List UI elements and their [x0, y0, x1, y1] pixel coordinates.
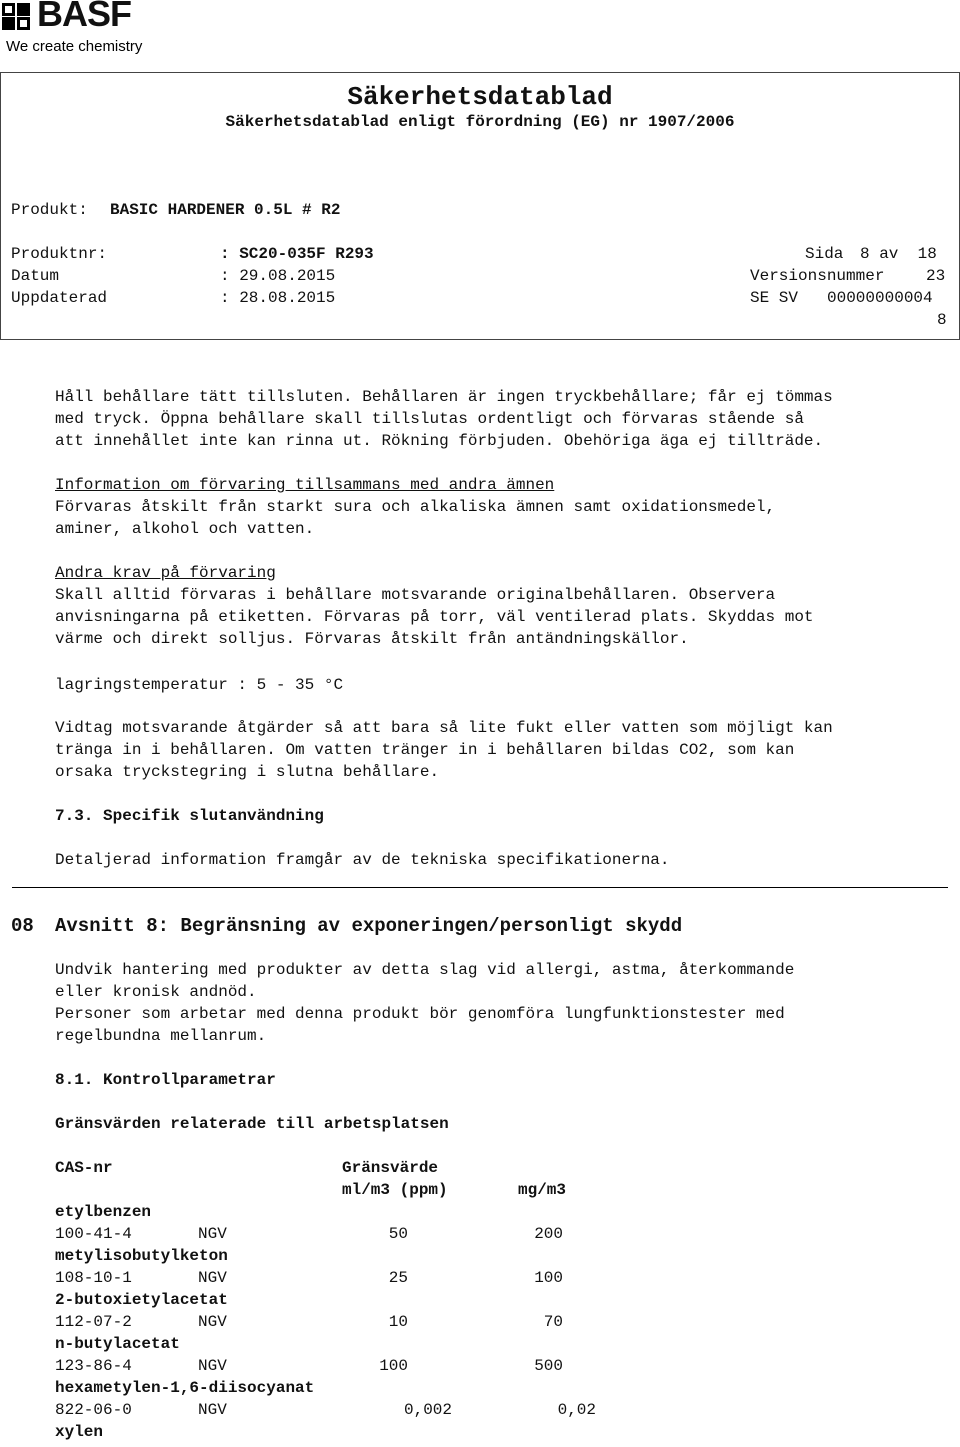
section-number: 08: [11, 915, 34, 937]
limit-type: NGV: [198, 1225, 227, 1243]
storage-heading: Information om förvaring tillsammans med andra ämnen: [55, 476, 555, 494]
ppm-value: 25: [388, 1269, 408, 1287]
limit-type: NGV: [198, 1357, 227, 1375]
column-header-limit: Gränsvärde: [342, 1159, 439, 1177]
logo-brand: BASF: [37, 0, 131, 34]
mg-value: 200: [534, 1225, 563, 1243]
paragraph-line: orsaka tryckstegring i slutna behållare.: [55, 763, 440, 781]
paragraph-line: regelbundna mellanrum.: [55, 1027, 267, 1045]
column-header-ppm: ml/m3 (ppm): [342, 1181, 448, 1199]
page-value: 8 av 18: [860, 245, 937, 263]
product-number-label: Produktnr:: [11, 245, 108, 263]
section-heading: [11, 913, 682, 939]
limit-type: NGV: [198, 1401, 227, 1419]
basf-logo-mark: [2, 3, 30, 16]
ppm-value: 50: [388, 1225, 408, 1243]
paragraph-line: Undvik hantering med produkter av detta slag vid allergi, astma, återkommande: [55, 961, 795, 979]
locale-extra: 8: [937, 311, 947, 329]
paragraph-line: Håll behållare tätt tillsluten. Behållaren är ingen tryckbehållare; får ej tömmas: [55, 388, 833, 406]
substance-name: xylen: [55, 1423, 104, 1441]
substance-name: 2-butoxietylacetat: [55, 1291, 228, 1309]
column-header-mg: mg/m3: [518, 1181, 567, 1199]
mg-value: 500: [534, 1357, 563, 1375]
paragraph-line: tränga in i behållaren. Om vatten tränger in i behållaren bildas CO2, som kan: [55, 741, 795, 759]
basf-logo: [2, 0, 162, 60]
cas-number: 123-86-4: [55, 1357, 132, 1375]
paragraph-line: anvisningarna på etiketten. Förvaras på torr, väl ventilerad plats. Skyddas mot: [55, 608, 814, 626]
ppm-value: 0,002: [403, 1401, 452, 1419]
version-label: Versionsnummer: [750, 267, 885, 285]
limit-type: NGV: [198, 1313, 227, 1331]
paragraph-line: Förvaras åtskilt från starkt sura och alkaliska ämnen samt oxidationsmedel,: [55, 498, 776, 516]
subsection-heading-7-3: 7.3. Specifik slutanvändning: [55, 807, 324, 825]
paragraph-line: Vidtag motsvarande åtgärder så att bara så lite fukt eller vatten som möjligt kan: [55, 719, 833, 737]
paragraph-line: Detaljerad information framgår av de tekniska specifikationerna.: [55, 851, 670, 869]
product-number-value: : SC20-035F R293: [220, 245, 374, 263]
locale-value: 00000000004: [827, 289, 933, 307]
cas-number: 100-41-4: [55, 1225, 132, 1243]
locale-label: SE SV: [750, 289, 799, 307]
limits-heading: Gränsvärden relaterade till arbetsplatsen: [55, 1115, 449, 1133]
cas-number: 112-07-2: [55, 1313, 132, 1331]
storage-temperature: lagringstemperatur : 5 - 35 °C: [55, 676, 344, 694]
mg-value: 100: [534, 1269, 563, 1287]
product-label: Produkt:: [11, 201, 88, 219]
version-value: 23: [926, 267, 946, 285]
mg-value: 0,02: [557, 1401, 596, 1419]
other-storage-heading: Andra krav på förvaring: [55, 564, 276, 582]
logo-square-outline: [17, 17, 30, 30]
paragraph-line: Skall alltid förvaras i behållare motsvarande originalbehållaren. Observera: [55, 586, 776, 604]
paragraph-line: eller kronisk andnöd.: [55, 983, 257, 1001]
cas-number: 822-06-0: [55, 1401, 132, 1419]
subsection-heading-8-1: 8.1. Kontrollparametrar: [55, 1071, 276, 1089]
document-title: Säkerhetsdatablad: [347, 82, 613, 112]
substance-name: metylisobutylketon: [55, 1247, 228, 1265]
substance-name: etylbenzen: [55, 1203, 152, 1221]
limit-type: NGV: [198, 1269, 227, 1287]
date-label: Datum: [11, 267, 60, 285]
ppm-value: 10: [388, 1313, 408, 1331]
paragraph-line: att innehållet inte kan rinna ut. Rökning förbjuden. Obehöriga äga ej tillträde.: [55, 432, 824, 450]
document-subtitle: Säkerhetsdatablad enligt förordning (EG) nr 1907/2006: [225, 113, 735, 131]
mg-value: 70: [543, 1313, 563, 1331]
logo-square-outline: [2, 3, 15, 16]
ppm-value: 100: [379, 1357, 408, 1375]
logo-square-filled: [2, 17, 15, 30]
logo-square-filled: [17, 3, 30, 16]
product-value: BASIC HARDENER 0.5L # R2: [110, 201, 341, 219]
section-title: Avsnitt 8: Begränsning av exponeringen/personligt skydd: [55, 915, 683, 937]
substance-name: hexametylen-1,6-diisocyanat: [55, 1379, 315, 1397]
logo-tagline: We create chemistry: [6, 38, 143, 55]
substance-name: n-butylacetat: [55, 1335, 180, 1353]
paragraph-line: Personer som arbetar med denna produkt bör genomföra lungfunktionstester med: [55, 1005, 785, 1023]
basf-logo-mark-lower: [2, 17, 30, 30]
page-label: Sida: [805, 245, 844, 263]
paragraph-line: värme och direkt solljus. Förvaras åtskilt från antändningskällor.: [55, 630, 689, 648]
updated-value: : 28.08.2015: [220, 289, 336, 307]
paragraph-line: med tryck. Öppna behållare skall tillslutas ordentligt och förvaras stående så: [55, 410, 804, 428]
updated-label: Uppdaterad: [11, 289, 108, 307]
cas-number: 108-10-1: [55, 1269, 132, 1287]
section-divider: [12, 887, 948, 888]
date-value: : 29.08.2015: [220, 267, 336, 285]
column-header-cas: CAS-nr: [55, 1159, 113, 1177]
paragraph-line: aminer, alkohol och vatten.: [55, 520, 315, 538]
